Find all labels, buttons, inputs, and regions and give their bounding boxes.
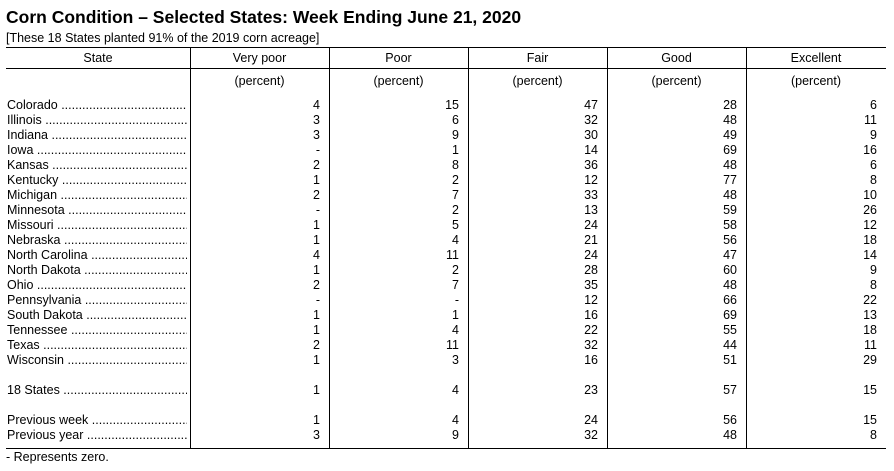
table-cell: 21 [584,233,598,247]
table-cell: 3 [452,353,459,367]
table-cell: 3 [313,113,320,127]
table-cell: 48 [723,158,737,172]
table-cell: 13 [863,308,877,322]
table-cell: 1 [452,308,459,322]
table-cell: 28 [723,98,737,112]
table-cell: 1 [313,353,320,367]
table-cell: 2 [313,158,320,172]
table-cell: 48 [723,113,737,127]
table-cell: 12 [584,173,598,187]
table-row [6,98,886,113]
table-cell: 26 [863,203,877,217]
table-cell: 32 [584,338,598,352]
table-row [6,218,886,233]
table-cell: 24 [584,218,598,232]
row-label: Previous week ..... [7,413,187,428]
table-cell: 13 [584,203,598,217]
condition-table [6,47,886,449]
table-cell: 24 [584,413,598,427]
table-cell: 12 [863,218,877,232]
table-cell: 48 [723,188,737,202]
table-cell: 59 [723,203,737,217]
table-cell: 2 [313,338,320,352]
row-label: Texas ..... [7,338,187,353]
table-cell: 24 [584,248,598,262]
row-label: Wisconsin ..... [7,353,187,368]
table-cell: 8 [870,278,877,292]
table-row [6,128,886,143]
table-cell: 16 [863,143,877,157]
table-cell: 4 [452,413,459,427]
table-cell: 11 [864,113,877,127]
row-label: Indiana ..... [7,128,187,143]
table-row [6,323,886,338]
row-label: 18 States ..... [7,383,187,398]
unit-label: (percent) [651,74,702,88]
table-subtitle: [These 18 States planted 91% of the 2019 corn acreage] [6,31,320,45]
table-cell: 11 [446,248,459,262]
table-row [6,113,886,128]
row-label: Colorado ..... [7,98,187,113]
table-cell: 1 [313,218,320,232]
table-cell: 1 [313,383,320,397]
table-row [6,263,886,278]
table-cell: 1 [313,173,320,187]
table-row [6,338,886,353]
table-cell: 35 [584,278,598,292]
row-label: North Carolina ..... [7,248,187,263]
row-label: Illinois ..... [7,113,187,128]
table-cell: 2 [313,278,320,292]
table-cell: 2 [452,173,459,187]
table-cell: 2 [452,203,459,217]
table-cell: 33 [584,188,598,202]
table-cell: 49 [723,128,737,142]
table-cell: 15 [863,383,877,397]
table-cell: 22 [863,293,877,307]
row-label: Michigan ..... [7,188,187,203]
table-cell: 4 [313,98,320,112]
table-cell: - [315,143,320,157]
table-cell: 10 [863,188,877,202]
table-cell: - [315,203,320,217]
table-cell: 14 [584,143,598,157]
table-cell: 4 [452,383,459,397]
table-cell: 15 [863,413,877,427]
table-cell: 55 [723,323,737,337]
row-label: Previous year ..... [7,428,187,443]
column-header-excellent: Excellent [790,51,842,65]
table-cell: 6 [452,113,459,127]
table-cell: 9 [870,128,877,142]
row-label: Pennsylvania ..... [7,293,187,308]
table-cell: 16 [584,308,598,322]
table-cell: 44 [723,338,737,352]
column-header-very-poor: Very poor [232,51,287,65]
table-cell: 77 [723,173,737,187]
table-cell: 11 [864,338,877,352]
row-label: Nebraska ..... [7,233,187,248]
table-cell: 48 [723,278,737,292]
table-row [6,278,886,293]
row-label: Kentucky ..... [7,173,187,188]
table-cell: 18 [863,323,877,337]
table-row [6,248,886,263]
column-header-fair: Fair [526,51,549,65]
table-cell: 47 [584,98,598,112]
column-header-good: Good [661,51,692,65]
unit-label: (percent) [790,74,842,88]
table-cell: 8 [870,173,877,187]
table-cell: 16 [584,353,598,367]
page-title: Corn Condition – Selected States: Week Ending June 21, 2020 [6,7,522,27]
table-row [6,293,886,308]
table-cell: 1 [313,323,320,337]
table-cell: 6 [870,158,877,172]
table-cell: 9 [452,128,459,142]
table-cell: 47 [723,248,737,262]
unit-label: (percent) [512,74,563,88]
row-label: North Dakota ..... [7,263,187,278]
row-label: Kansas ..... [7,158,187,173]
table-cell: 28 [584,263,598,277]
table-cell: 8 [452,158,459,172]
table-cell: 48 [723,428,737,442]
table-row [6,203,886,218]
table-cell: 5 [452,218,459,232]
row-label: Minnesota ..... [7,203,187,218]
table-cell: 1 [452,143,459,157]
table-cell: 22 [584,323,598,337]
table-cell: 3 [313,428,320,442]
table-cell: 56 [723,413,737,427]
table-cell: 18 [863,233,877,247]
table-cell: 14 [863,248,877,262]
table-cell: 66 [723,293,737,307]
table-row [6,188,886,203]
table-cell: 2 [313,188,320,202]
table-cell: 51 [723,353,737,367]
comparison-row [6,428,886,443]
table-row [6,143,886,158]
table-cell: 8 [870,428,877,442]
table-cell: 32 [584,113,598,127]
table-cell: 7 [452,188,459,202]
unit-label: (percent) [234,74,285,88]
table-cell: 9 [870,263,877,277]
table-cell: 1 [313,308,320,322]
unit-label: (percent) [373,74,424,88]
table-cell: 23 [584,383,598,397]
table-cell: 58 [723,218,737,232]
summary-row [6,383,886,398]
table-cell: 4 [452,323,459,337]
table-cell: 57 [723,383,737,397]
table-row [6,233,886,248]
column-header-poor: Poor [385,51,412,65]
table-cell: 32 [584,428,598,442]
table-cell: 60 [723,263,737,277]
column-header-state: State [83,51,113,65]
table-cell: 3 [313,128,320,142]
table-cell: 4 [313,248,320,262]
table-cell: 7 [452,278,459,292]
table-cell: 6 [870,98,877,112]
row-label: Ohio ..... [7,278,187,293]
header-divider [6,68,886,69]
table-row [6,158,886,173]
table-cell: 36 [584,158,598,172]
table-cell: 30 [584,128,598,142]
table-row [6,308,886,323]
row-label: Missouri ..... [7,218,187,233]
table-cell: 69 [723,308,737,322]
row-label: Tennessee ..... [7,323,187,338]
table-cell: 12 [584,293,598,307]
table-cell: 56 [723,233,737,247]
table-row [6,353,886,368]
table-row [6,173,886,188]
table-cell: 1 [313,413,320,427]
table-cell: - [454,293,459,307]
table-cell: 69 [723,143,737,157]
table-cell: 11 [446,338,459,352]
comparison-row [6,413,886,428]
row-label: Iowa ..... [7,143,187,158]
table-cell: 1 [313,263,320,277]
table-cell: 9 [452,428,459,442]
table-cell: - [315,293,320,307]
table-cell: 29 [863,353,877,367]
table-cell: 1 [313,233,320,247]
footnote: - Represents zero. [6,450,109,464]
table-cell: 15 [445,98,459,112]
table-cell: 4 [452,233,459,247]
row-label: South Dakota ..... [7,308,187,323]
table-cell: 2 [452,263,459,277]
